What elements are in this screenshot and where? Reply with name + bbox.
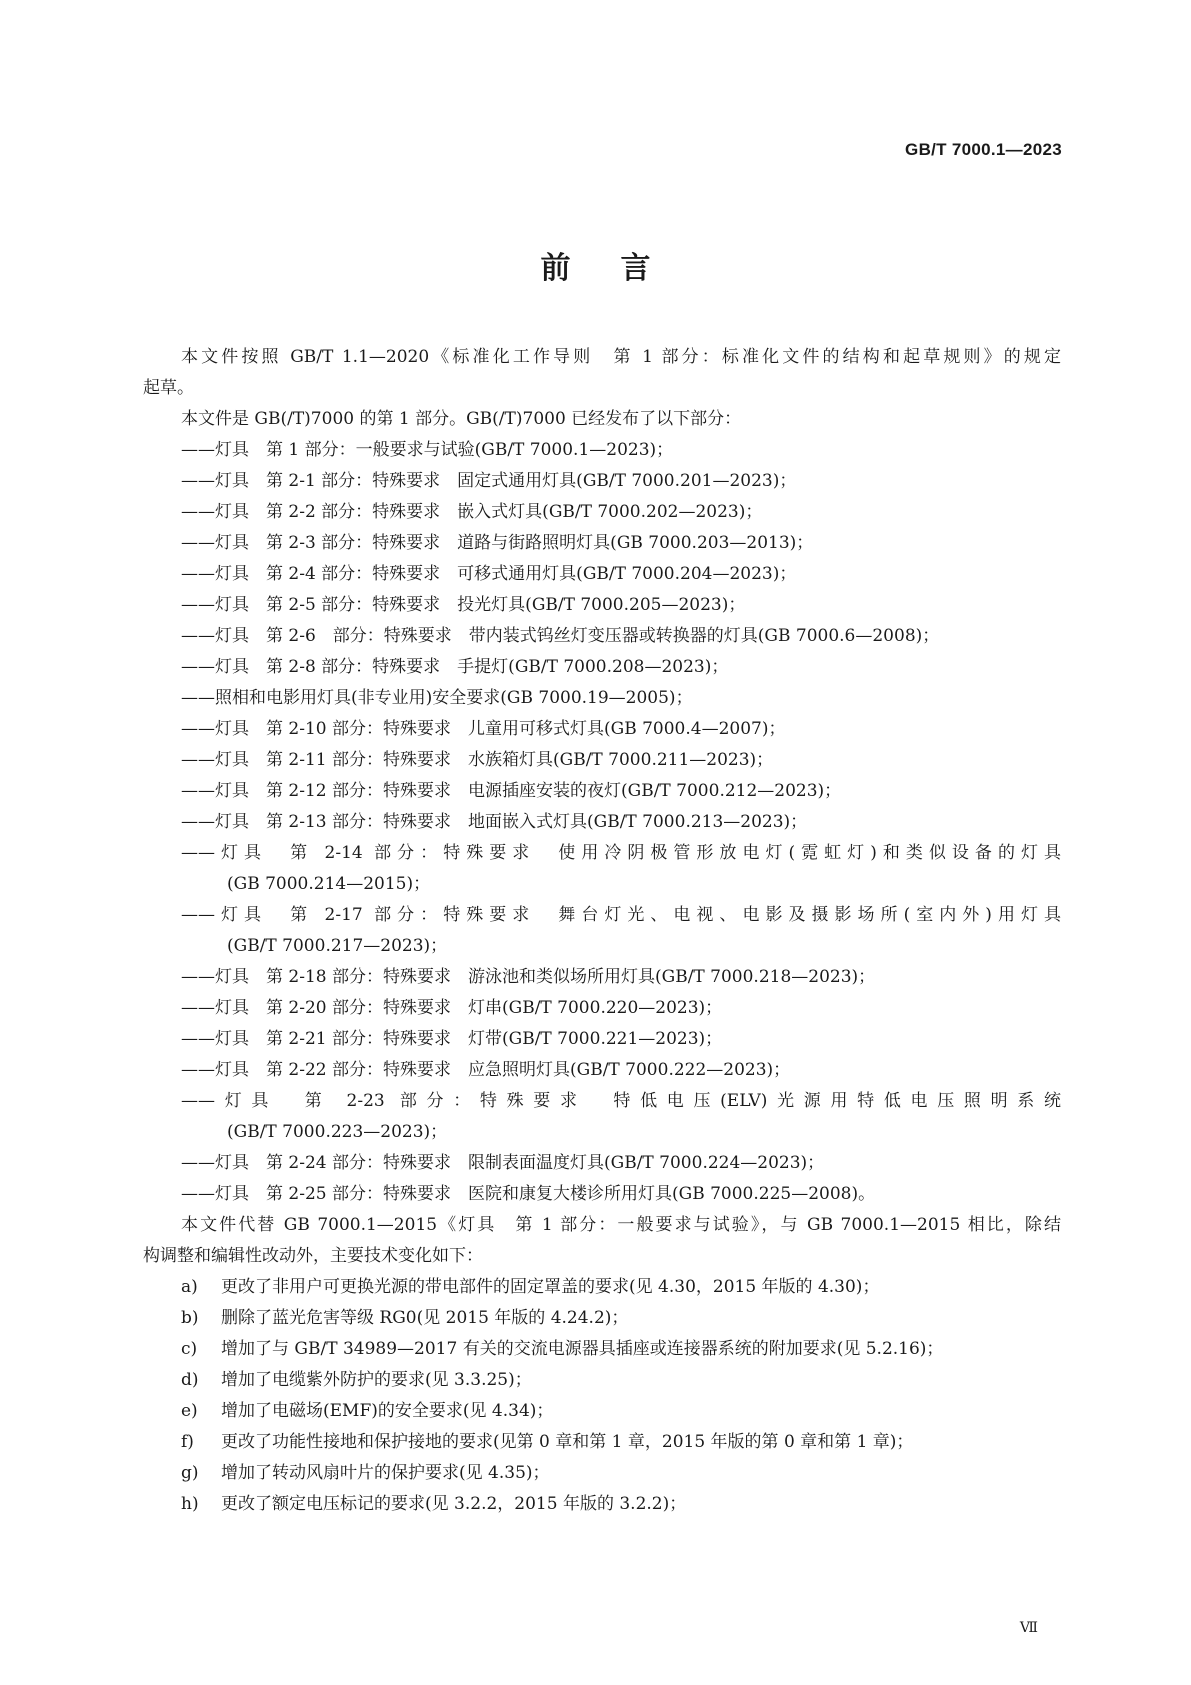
list-item: ——灯具 第 2-11 部分：特殊要求 水族箱灯具(GB/T 7000.211—2023)； <box>181 750 774 770</box>
list-item: ——灯具 第 2-17 部分：特殊要求 舞台灯光、电视、电影及摄影场所(室内外)用灯具 <box>181 905 1061 925</box>
item-label: d) <box>181 1370 199 1390</box>
list-item: ——灯具 第 2-18 部分：特殊要求 游泳池和类似场所用灯具(GB/T 7000.218—2023)； <box>181 967 876 987</box>
item-text: 更改了额定电压标记的要求(见 3.2.2，2015 年版的 3.2.2)； <box>221 1494 687 1514</box>
list-item <box>143 1458 1061 1489</box>
list-item-continuation: (GB 7000.214—2015)； <box>227 874 431 894</box>
list-item: ——灯具 第 2-22 部分：特殊要求 应急照明灯具(GB/T 7000.222—2023)； <box>181 1060 791 1080</box>
list-item: ——照相和电影用灯具(非专业用)安全要求(GB 7000.19—2005)； <box>181 688 693 708</box>
list-item: ——灯具 第 2-20 部分：特殊要求 灯串(GB/T 7000.220—2023)； <box>181 998 723 1018</box>
item-label: h) <box>181 1494 199 1514</box>
document-number: GB/T 7000.1—2023 <box>905 140 1062 159</box>
list-item <box>143 1303 1061 1334</box>
list-item <box>143 1489 1061 1520</box>
item-text: 更改了非用户可更换光源的带电部件的固定罩盖的要求(见 4.30，2015 年版的 4.30)； <box>221 1277 880 1297</box>
list-item: ——灯具 第 2-12 部分：特殊要求 电源插座安装的夜灯(GB/T 7000.212—2023)； <box>181 781 842 801</box>
list-item: ——灯具 第 2-3 部分：特殊要求 道路与街路照明灯具(GB 7000.203—2013)； <box>181 533 814 553</box>
list-item: ——灯具 第 1 部分：一般要求与试验(GB/T 7000.1—2023)； <box>181 440 674 460</box>
changes-list <box>143 1272 1061 1520</box>
item-text: 增加了与 GB/T 34989—2017 有关的交流电源器具插座或连接器系统的附加要求(见 5.2.16)； <box>221 1339 944 1359</box>
list-item: ——灯具 第 2-4 部分：特殊要求 可移式通用灯具(GB/T 7000.204—2023)； <box>181 564 797 584</box>
list-item: ——灯具 第 2-1 部分：特殊要求 固定式通用灯具(GB/T 7000.201—2023)； <box>181 471 797 491</box>
list-item: ——灯具 第 2-25 部分：特殊要求 医院和康复大楼诊所用灯具(GB 7000.225—2008)。 <box>181 1184 876 1204</box>
item-label: c) <box>181 1339 198 1359</box>
intro-paragraph: 本文件是 GB(/T)7000 的第 1 部分。GB(/T)7000 已经发布了以下部分： <box>181 409 742 429</box>
list-item: ——灯具 第 2-10 部分：特殊要求 儿童用可移式灯具(GB 7000.4—2007)； <box>181 719 786 739</box>
intro-paragraph-line: 起草。 <box>143 378 194 398</box>
page-number: Ⅶ <box>1019 1620 1038 1636</box>
list-item: ——灯具 第 2-5 部分：特殊要求 投光灯具(GB/T 7000.205—2023)； <box>181 595 746 615</box>
list-item: ——灯具 第 2-24 部分：特殊要求 限制表面温度灯具(GB/T 7000.224—2023)； <box>181 1153 825 1173</box>
list-item: ——灯具 第 2-14 部分：特殊要求 使用冷阴极管形放电灯(霓虹灯)和类似设备的灯具 <box>181 843 1061 863</box>
item-text: 更改了功能性接地和保护接地的要求(见第 0 章和第 1 章，2015 年版的第 0 章和第 1 章)； <box>221 1432 914 1452</box>
list-item: ——灯具 第 2-2 部分：特殊要求 嵌入式灯具(GB/T 7000.202—2023)； <box>181 502 763 522</box>
list-item: ——灯具 第 2-21 部分：特殊要求 灯带(GB/T 7000.221—2023)； <box>181 1029 723 1049</box>
list-item: ——灯具 第 2-6 部分：特殊要求 带内装式钨丝灯变压器或转换器的灯具(GB 7000.6—2008)； <box>181 626 940 646</box>
parts-list <box>143 435 1061 1210</box>
list-item-continuation: (GB/T 7000.217—2023)； <box>227 936 448 956</box>
list-item <box>143 1396 1061 1427</box>
item-text: 增加了电缆紫外防护的要求(见 3.3.25)； <box>221 1370 532 1390</box>
list-item: ——灯具 第 2-8 部分：特殊要求 手提灯(GB/T 7000.208—2023)； <box>181 657 729 677</box>
intro-paragraph-line: 本文件按照 GB/T 1.1—2020《标准化工作导则 第 1 部分：标准化文件的结构和起草规则》的规定 <box>181 347 1061 367</box>
item-text: 删除了蓝光危害等级 RG0(见 2015 年版的 4.24.2)； <box>221 1308 629 1328</box>
list-item <box>143 1334 1061 1365</box>
item-label: a) <box>181 1277 198 1297</box>
replace-paragraph-line: 本文件代替 GB 7000.1—2015《灯具 第 1 部分：一般要求与试验》，与 GB 7000.1—2015 相比，除结 <box>181 1215 1061 1235</box>
list-item: ——灯具 第 2-13 部分：特殊要求 地面嵌入式灯具(GB/T 7000.213—2023)； <box>181 812 808 832</box>
item-text: 增加了电磁场(EMF)的安全要求(见 4.34)； <box>221 1401 554 1421</box>
page-title: 前言 <box>540 251 701 286</box>
item-label: e) <box>181 1401 198 1421</box>
item-text: 增加了转动风扇叶片的保护要求(见 4.35)； <box>221 1463 550 1483</box>
list-item <box>143 1427 1061 1458</box>
list-item: ——灯具 第 2-23 部分：特殊要求 特低电压(ELV)光源用特低电压照明系统 <box>181 1091 1061 1111</box>
document-body <box>143 342 1061 1520</box>
list-item <box>143 1365 1061 1396</box>
item-label: b) <box>181 1308 199 1328</box>
item-label: g) <box>181 1463 199 1483</box>
list-item-continuation: (GB/T 7000.223—2023)； <box>227 1122 448 1142</box>
list-item <box>143 1272 1061 1303</box>
replace-paragraph-line: 构调整和编辑性改动外，主要技术变化如下： <box>143 1246 483 1266</box>
item-label: f) <box>181 1432 194 1452</box>
